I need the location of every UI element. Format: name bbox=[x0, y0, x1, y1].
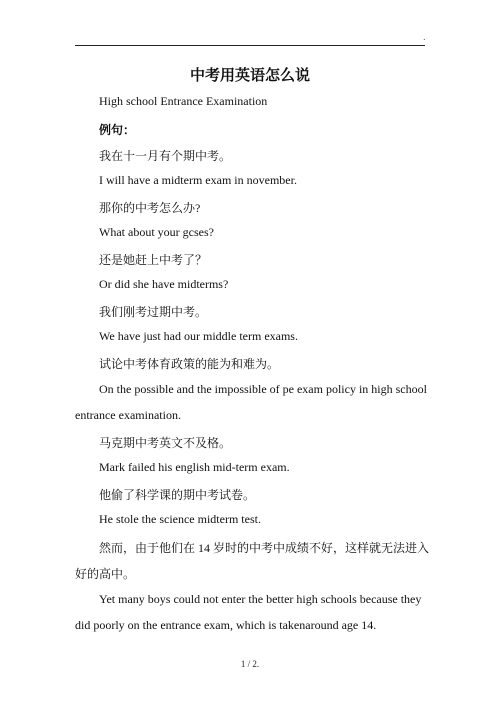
page-number: 1 / 2. bbox=[240, 659, 260, 669]
text-line: We have just had our middle term exams. bbox=[99, 329, 298, 343]
text-line: 我们刚考过期中考。 bbox=[99, 305, 208, 319]
header-mark: . bbox=[423, 33, 426, 42]
text-line: I will have a midterm exam in november. bbox=[99, 173, 297, 187]
examples-heading: 例句： bbox=[99, 123, 136, 137]
text-line: did poorly on the entrance exam, which is takenaround age 14. bbox=[75, 618, 377, 632]
text-line: He stole the science midterm test. bbox=[99, 512, 261, 526]
text-line: On the possible and the impossible of pe exam policy in high school bbox=[99, 382, 427, 396]
header-rule bbox=[75, 45, 425, 46]
page-title: 中考用英语怎么说 bbox=[189, 66, 310, 84]
text-line: 试论中考体育政策的能为和难为。 bbox=[99, 357, 280, 371]
text-line: 马克期中考英文不及格。 bbox=[99, 436, 232, 450]
text-line: 好的高中。 bbox=[75, 567, 136, 581]
text-line: 他偷了科学课的期中考试卷。 bbox=[99, 488, 256, 502]
text-line: Mark failed his english mid-term exam. bbox=[99, 460, 290, 474]
text-line: 然而，由于他们在 14 岁时的中考中成绩不好，这样就无法进入 bbox=[99, 541, 430, 555]
subtitle-line: High school Entrance Examination bbox=[99, 94, 268, 108]
text-line: What about your gcses? bbox=[99, 225, 214, 239]
text-line: entrance examination. bbox=[75, 408, 181, 422]
text-line: Yet many boys could not enter the better high schools because they bbox=[99, 592, 422, 606]
text-line: Or did she have midterms? bbox=[99, 277, 229, 291]
text-line: 那你的中考怎么办? bbox=[99, 201, 201, 215]
text-line: 还是她赶上中考了？ bbox=[99, 253, 208, 267]
text-line: 我在十一月有个期中考。 bbox=[99, 149, 232, 163]
